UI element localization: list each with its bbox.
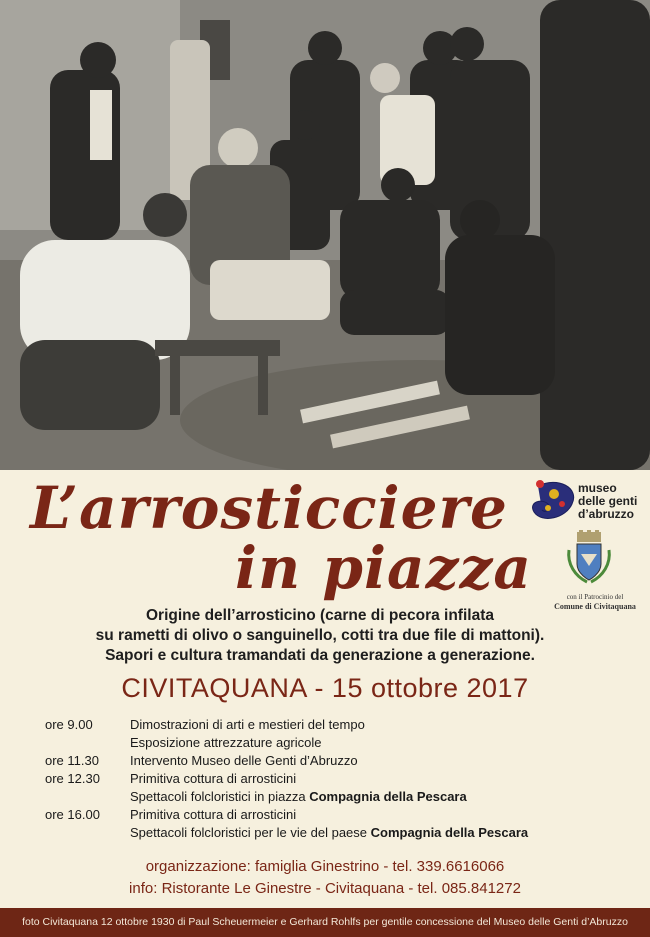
program-time bbox=[45, 788, 130, 806]
program-row bbox=[45, 806, 645, 824]
program-time: ore 16.00 bbox=[45, 807, 100, 822]
program-text: Dimostrazioni di arti e mestieri del tempo bbox=[130, 717, 365, 732]
program-row bbox=[45, 770, 645, 788]
program-row bbox=[45, 824, 645, 842]
title-line-1: L’arrosticciere bbox=[30, 474, 508, 542]
program-row bbox=[45, 734, 645, 752]
program-bold: Compagnia della Pescara bbox=[309, 789, 467, 804]
intro-line-1: Origine dell’arrosticino (carne di pecora infilata bbox=[146, 607, 494, 624]
program-time: ore 11.30 bbox=[45, 753, 99, 768]
patrocinio-comune: Comune di Civitaquana bbox=[554, 602, 636, 611]
program-row bbox=[45, 752, 645, 770]
program-time bbox=[45, 824, 130, 842]
program-desc bbox=[130, 752, 358, 770]
program-list bbox=[45, 716, 645, 842]
program-desc bbox=[130, 770, 296, 788]
info-line: info: Ristorante Le Ginestre - Civitaquana - tel. 085.841272 bbox=[129, 880, 521, 897]
museo-logo-line-1: museo bbox=[578, 481, 617, 495]
museo-logo-text bbox=[578, 482, 637, 521]
program-text: Intervento Museo delle Genti d’Abruzzo bbox=[130, 753, 358, 768]
program-desc bbox=[130, 716, 365, 734]
program-bold: Compagnia della Pescara bbox=[370, 825, 529, 840]
program-text: Spettacoli folcloristici in piazza bbox=[130, 789, 310, 804]
comune-crest-icon bbox=[565, 530, 613, 588]
program-time bbox=[45, 734, 130, 752]
intro-line-3: Sapori e cultura tramandati da generazione a generazione. bbox=[105, 647, 535, 664]
museo-logo-line-3: d’abruzzo bbox=[578, 507, 634, 521]
program-desc bbox=[130, 734, 322, 752]
program-text: Spettacoli folcloristici per le vie del paese bbox=[130, 825, 371, 840]
event-headline: CIVITAQUANA - 15 ottobre 2017 bbox=[121, 673, 529, 703]
program-row bbox=[45, 716, 645, 734]
program-time: ore 12.30 bbox=[45, 771, 100, 786]
program-row bbox=[45, 788, 645, 806]
program-desc bbox=[130, 806, 296, 824]
program-text: Primitiva cottura di arrosticini bbox=[130, 807, 297, 822]
intro-line-2: su rametti di olivo o sanguinello, cotti tra due file di mattoni). bbox=[95, 627, 545, 644]
intro-text bbox=[60, 606, 580, 666]
contacts-block bbox=[0, 856, 650, 900]
patrocinio-label: con il Patrocinio del bbox=[566, 593, 624, 601]
program-text: Primitiva cottura di arrosticini bbox=[130, 771, 297, 786]
organizzazione-line: organizzazione: famiglia Ginestrino - tel. 339.6616066 bbox=[145, 858, 505, 875]
program-desc bbox=[130, 824, 528, 842]
program-text: Esposizione attrezzature agricole bbox=[130, 735, 322, 750]
program-desc bbox=[130, 788, 467, 806]
museo-logo-line-2: delle genti bbox=[578, 494, 638, 508]
title-line-2: in piazza bbox=[235, 534, 533, 602]
photo-credit-footer: foto Civitaquana 12 ottobre 1930 di Paul Scheuermeier e Gerhard Rohlfs per gentile concessione del Museo delle Genti d’Abruzzo bbox=[0, 908, 650, 937]
program-time: ore 9.00 bbox=[45, 717, 93, 732]
